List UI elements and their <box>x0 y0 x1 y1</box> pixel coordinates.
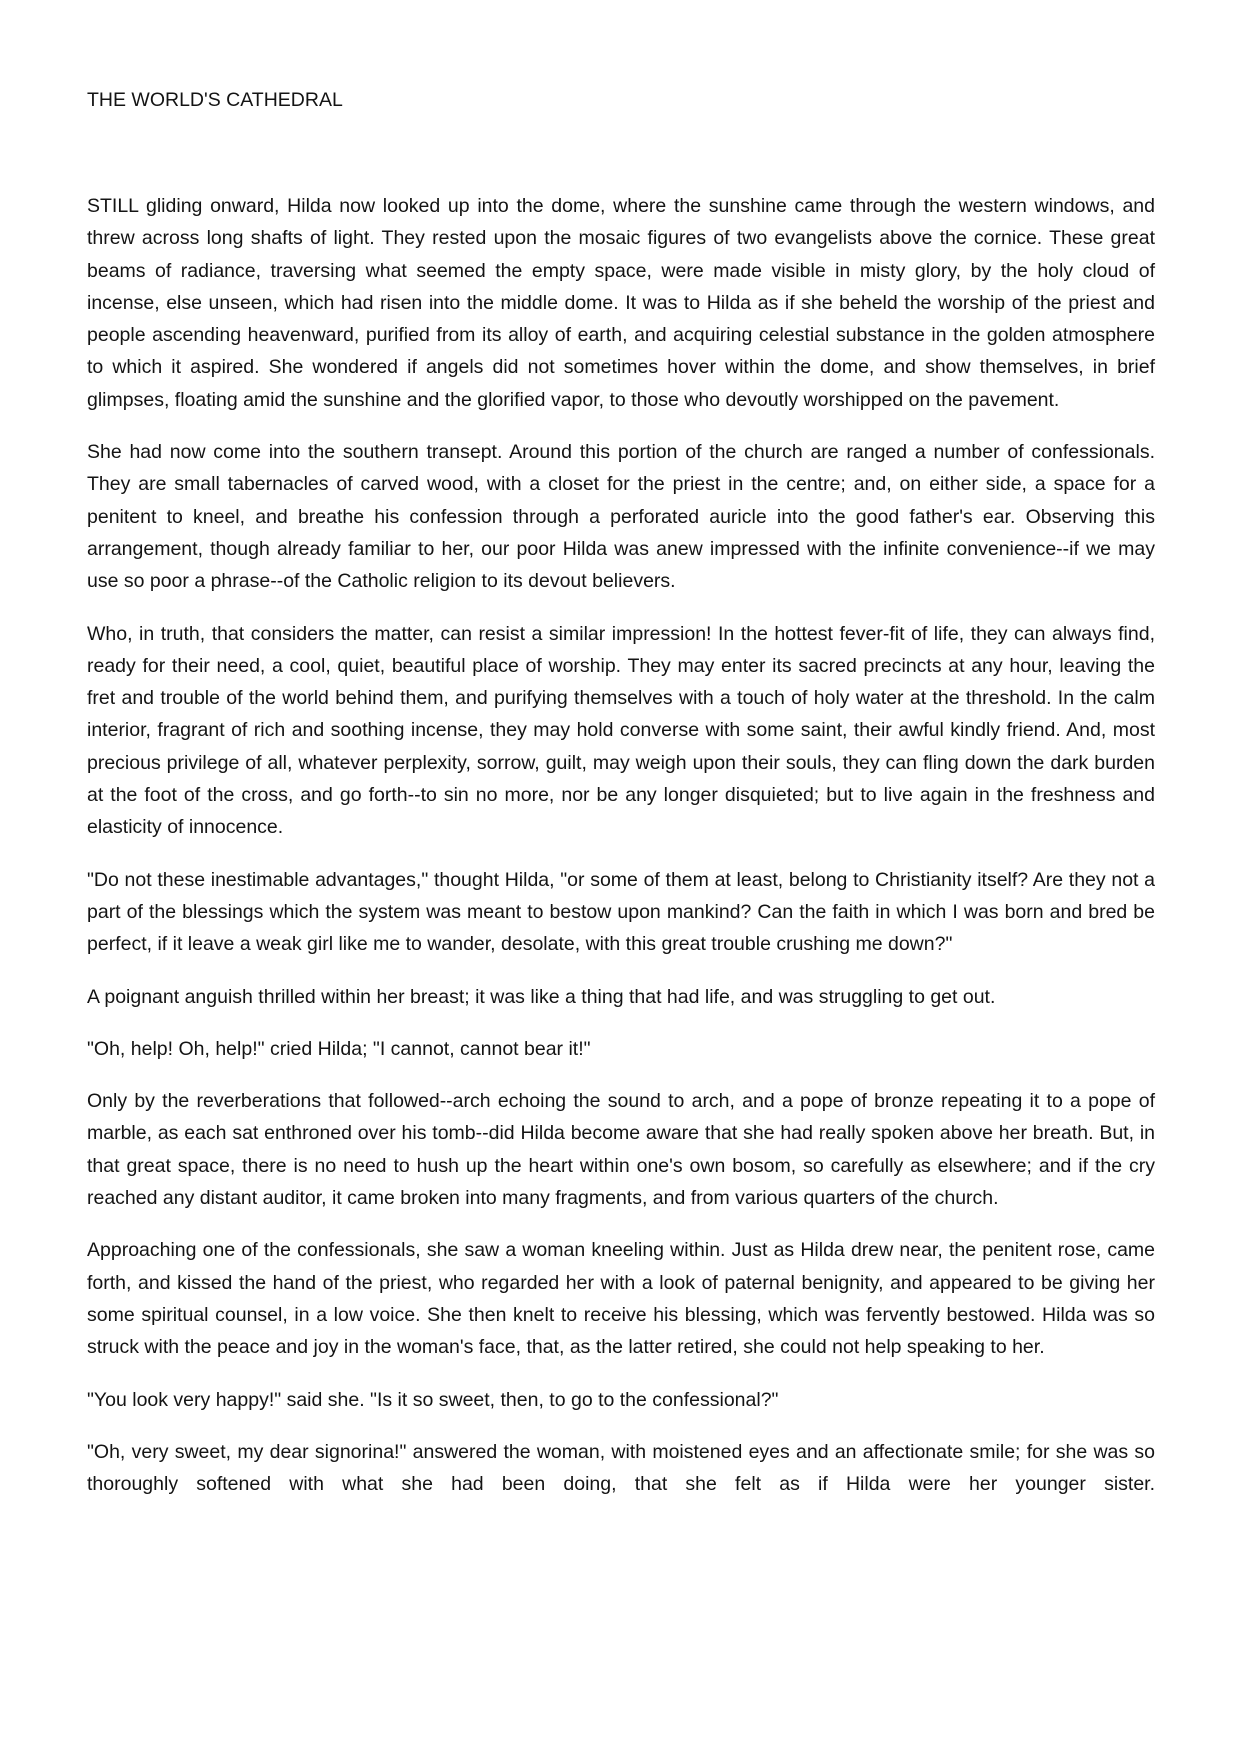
chapter-title: THE WORLD'S CATHEDRAL <box>87 89 343 111</box>
paragraph: "Do not these inestimable advantages," thought Hilda, "or some of them at least, belong to Christianity itself? Are they not a part of the blessings which the system was meant to bestow upon mankind? Can the faith in which I was born and bred be perfect, if it leave a weak girl like me to wander, desolate, with this great trouble crushing me down?" <box>87 868 1155 956</box>
paragraph: "Oh, help! Oh, help!" cried Hilda; "I cannot, cannot bear it!" <box>87 1037 591 1060</box>
paragraph: She had now come into the southern transept. Around this portion of the church are ranged a number of confessionals. They are small tabernacles of carved wood, with a closet for the priest in the centre; and, on either side, a space for a penitent to kneel, and breathe his confession through a perforated auricle into the good father's ear. Observing this arrangement, though already familiar to her, our poor Hilda was anew impressed with the infinite convenience--if we may use so poor a phrase--of the Catholic religion to its devout believers. <box>87 441 1155 593</box>
paragraph: A poignant anguish thrilled within her breast; it was like a thing that had life, and was struggling to get out. <box>87 985 996 1008</box>
paragraph: Only by the reverberations that followed--arch echoing the sound to arch, and a pope of bronze repeating it to a pope of marble, as each sat enthroned over his tomb--did Hilda become aware that she had really spoken above her breath. But, in that great space, there is no need to hush up the heart within one's own bosom, so carefully as elsewhere; and if the cry reached any distant auditor, it came broken into many fragments, and from various quarters of the church. <box>87 1090 1155 1210</box>
paragraph: STILL gliding onward, Hilda now looked up into the dome, where the sunshine came through the western windows, and threw across long shafts of light. They rested upon the mosaic figures of two evangelists above the cornice. These great beams of radiance, traversing what seemed the empty space, were made visible in misty glory, by the holy cloud of incense, else unseen, which had risen into the middle dome. It was to Hilda as if she beheld the worship of the priest and people ascending heavenward, purified from its alloy of earth, and acquiring celestial substance in the golden atmosphere to which it aspired. She wondered if angels did not sometimes hover within the dome, and show themselves, in brief glimpses, floating amid the sunshine and the glorified vapor, to those who devoutly worshipped on the pavement. <box>87 195 1155 411</box>
paragraph: Approaching one of the confessionals, she saw a woman kneeling within. Just as Hilda drew near, the penitent rose, came forth, and kissed the hand of the priest, who regarded her with a look of paternal benignity, and appeared to be giving her some spiritual counsel, in a low voice. She then knelt to receive his blessing, which was fervently bestowed. Hilda was so struck with the peace and joy in the woman's face, that, as the latter retired, she could not help speaking to her. <box>87 1239 1155 1359</box>
chapter-body <box>87 190 1155 1500</box>
paragraph: "You look very happy!" said she. "Is it so sweet, then, to go to the confessional?" <box>87 1388 779 1411</box>
paragraph: "Oh, very sweet, my dear signorina!" answered the woman, with moistened eyes and an affectionate smile; for she was so thoroughly softened with what she had been doing, that she felt as if Hilda were her younger sister. <box>87 1440 1155 1496</box>
paragraph: Who, in truth, that considers the matter, can resist a similar impression! In the hottest fever-fit of life, they can always find, ready for their need, a cool, quiet, beautiful place of worship. They may enter its sacred precincts at any hour, leaving the fret and trouble of the world behind them, and purifying themselves with a touch of holy water at the threshold. In the calm interior, fragrant of rich and soothing incense, they may hold converse with some saint, their awful kindly friend. And, most precious privilege of all, whatever perplexity, sorrow, guilt, may weigh upon their souls, they can fling down the dark burden at the foot of the cross, and go forth--to sin no more, nor be any longer disquieted; but to live again in the freshness and elasticity of innocence. <box>87 622 1155 839</box>
